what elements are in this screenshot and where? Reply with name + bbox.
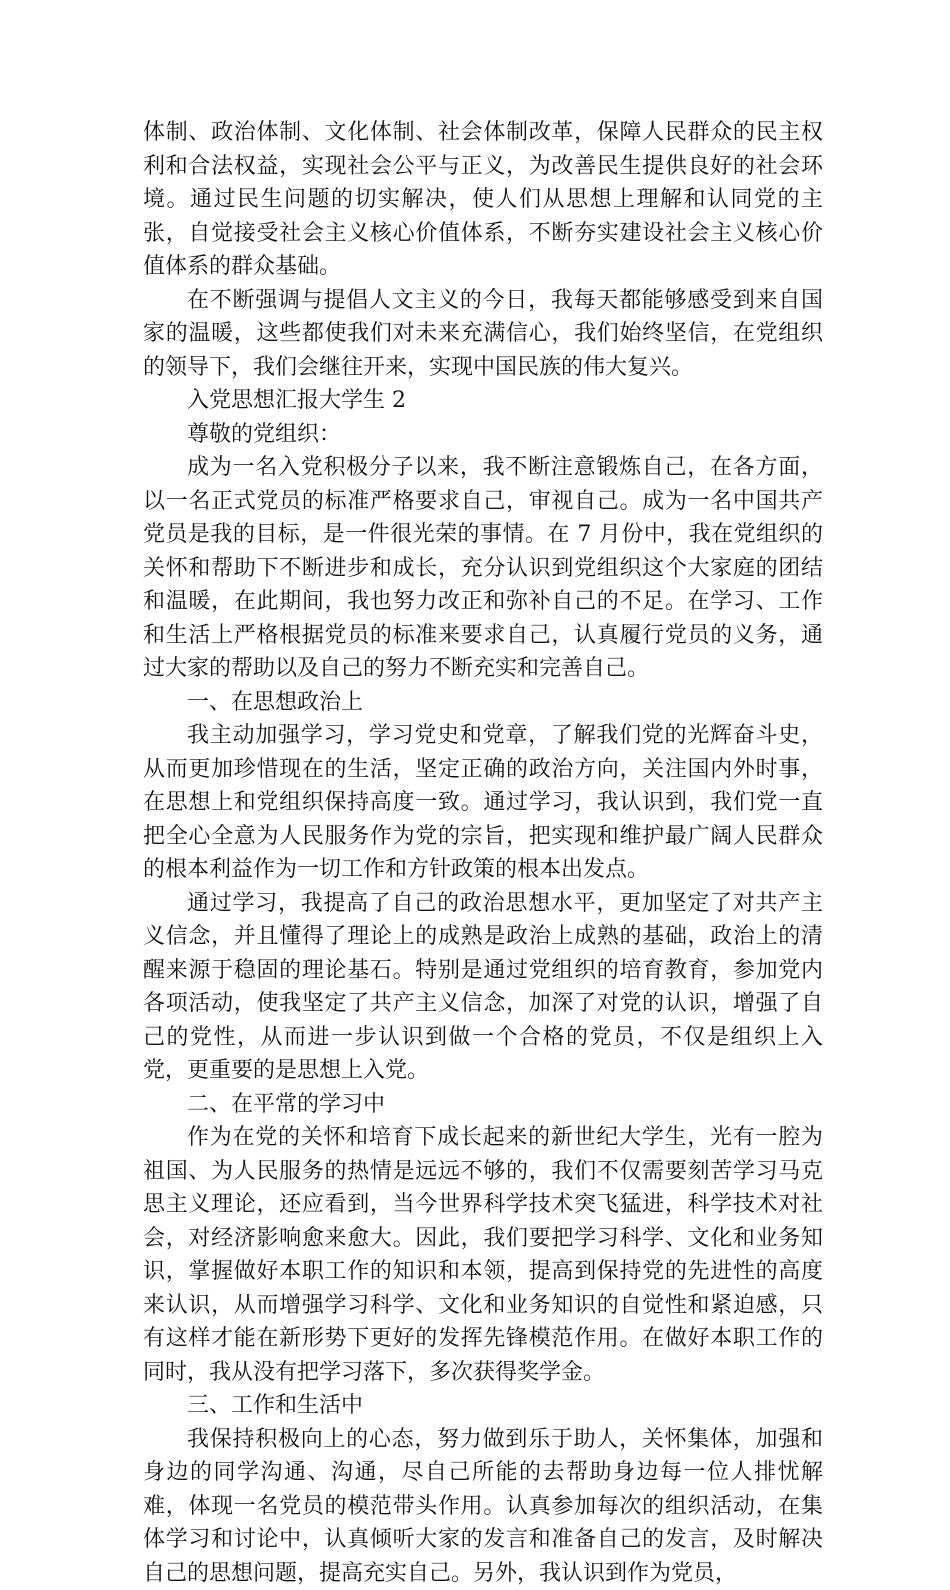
paragraph-reform-continuation: 体制、政治体制、文化体制、社会体制改革，保障人民群众的民主权利和合法权益，实现社会公平与正义，为改善民生提供良好的社会环境。通过民生问题的切实解决，使人们从思想上理解和认同党的主张，自觉接受社会主义核心价值体系，不断夯实建设社会主义核心价值体系的群众基础。 [143,116,823,284]
paragraph-political-1: 我主动加强学习，学习党史和党章，了解我们党的光辉奋斗史，从而更加珍惜现在的生活，坚定正确的政治方向，关注国内外时事，在思想上和党组织保持高度一致。通过学习，我认识到，我们党一直把全心全意为人民服务作为党的宗旨，把实现和维护最广阔人民群众的根本利益作为一切工作和方针政策的根本出发点。 [143,719,823,887]
paragraph-intro: 成为一名入党积极分子以来，我不断注意锻炼自己，在各方面，以一名正式党员的标准严格要求自己，审视自己。成为一名中国共产党员是我的目标，是一件很光荣的事情。在 7 月份中，我在党组织的关怀和帮助下不断进步和成长，充分认识到党组织这个大家庭的团结和温暖，在此期间，我也努力改正和弥补自己的不足。在学习、工作和生活上严格根据党员的标准来要求自己，认真履行党员的义务，通过大家的帮助以及自己的努力不断充实和完善自己。 [143,451,823,686]
section-heading-political: 一、在思想政治上 [143,686,823,720]
paragraph-study: 作为在党的关怀和培育下成长起来的新世纪大学生，光有一腔为祖国、为人民服务的热情是远远不够的，我们不仅需要刻苦学习马克思主义理论，还应看到，当今世界科学技术突飞猛进，科学技术对社会，对经济影响愈来愈大。因此，我们要把学习科学、文化和业务知识，掌握做好本职工作的知识和本领，提高到保持党的先进性的高度来认识，从而增强学习科学、文化和业务知识的自觉性和紧迫感，只有这样才能在新形势下更好的发挥先锋模范作用。在做好本职工作的同时，我从没有把学习落下，多次获得奖学金。 [143,1121,823,1389]
paragraph-political-2: 通过学习，我提高了自己的政治思想水平，更加坚定了对共产主义信念，并且懂得了理论上的成熟是政治上成熟的基础，政治上的清醒来源于稳固的理论基石。特别是通过党组织的培育教育，参加党内各项活动，使我坚定了共产主义信念，加深了对党的认识，增强了自己的党性，从而进一步认识到做一个合格的党员，不仅是组织上入党，更重要的是思想上入党。 [143,887,823,1088]
section-heading-work-life: 三、工作和生活中 [143,1389,823,1423]
salutation: 尊敬的党组织： [143,418,823,452]
paragraph-work-life: 我保持积极向上的心态，努力做到乐于助人，关怀集体，加强和身边的同学沟通、沟通，尽自己所能的去帮助身边每一位人排忧解难，体现一名党员的模范带头作用。认真参加每次的组织活动，在集体学习和讨论中，认真倾听大家的发言和准备自己的发言，及时解决自己的思想问题，提高充实自己。另外，我认识到作为党员， [143,1423,823,1590]
document-page [143,116,823,1590]
paragraph-humanism: 在不断强调与提倡人文主义的今日，我每天都能够感受到来自国家的温暖，这些都使我们对未来充满信心，我们始终坚信，在党组织的领导下，我们会继往开来，实现中国民族的伟大复兴。 [143,284,823,385]
report-title: 入党思想汇报大学生 2 [143,384,823,418]
section-heading-study: 二、在平常的学习中 [143,1088,823,1122]
